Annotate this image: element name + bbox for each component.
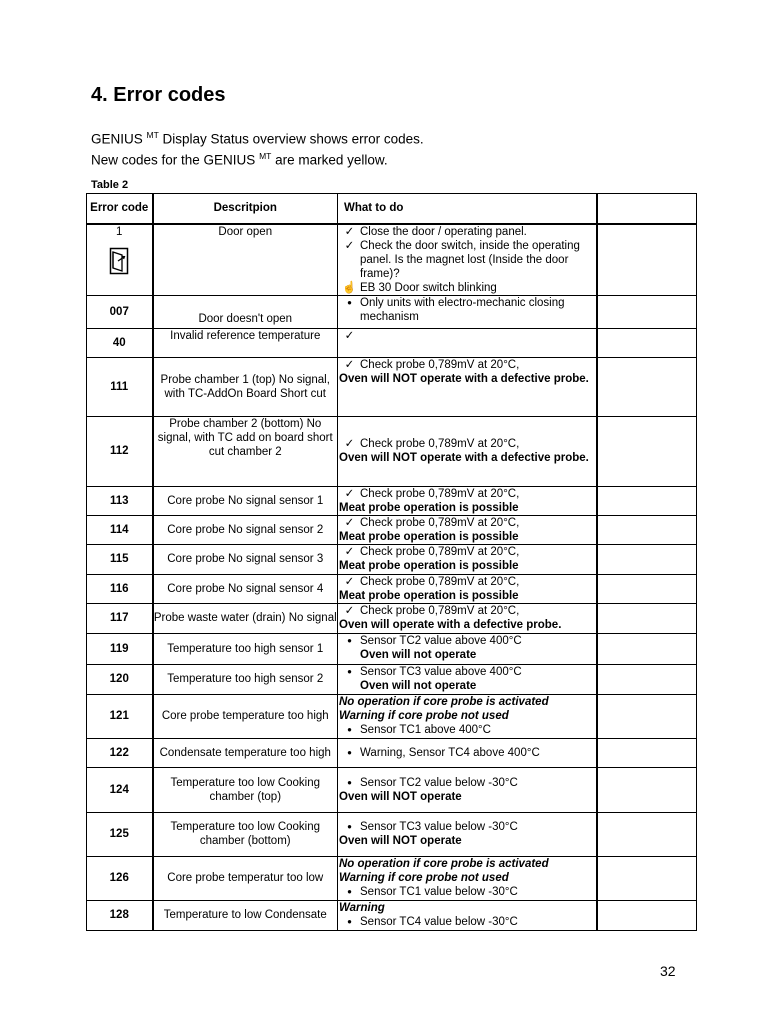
what-to-do-cell [338,224,597,296]
todo-line [339,575,596,589]
error-code-cell: 121 [87,694,153,738]
todo-line [339,885,596,899]
table-row [87,767,697,812]
todo-line [339,604,596,618]
todo-text: Oven will NOT operate [339,835,462,847]
error-code-cell: 125 [87,812,153,856]
table-row [87,812,697,856]
table-row [87,416,697,486]
error-code-cell: 117 [87,603,153,633]
todo-line [339,648,596,662]
todo-line [339,225,596,239]
todo-text: Meat probe operation is possible [339,530,519,543]
error-code-cell [87,224,153,296]
todo-text: Sensor TC4 value below -30°C [360,915,518,928]
header-blank [597,194,697,224]
what-to-do-cell [338,900,597,930]
description-cell: Condensate temperature too high [153,738,338,767]
what-to-do-cell [338,544,597,574]
intro-text-span: are marked yellow. [271,152,388,167]
table-row [87,738,697,767]
todo-line [339,820,596,834]
bullet-icon: ● [347,635,352,645]
todo-text: No operation if core probe is activated [339,696,549,708]
bullet-icon: ● [347,747,352,757]
todo-line [339,618,596,632]
blank-cell [597,900,697,930]
todo-line [339,358,596,372]
what-to-do-cell [338,416,597,486]
superscript: MT [146,130,159,140]
description-cell: Invalid reference temperature [153,328,338,357]
todo-text: Meat probe operation is possible [339,559,519,572]
todo-line [339,530,596,544]
superscript: MT [259,150,272,161]
table-row [87,633,697,664]
error-codes-table [86,193,697,931]
what-to-do-cell [338,767,597,812]
check-icon: ✓ [344,545,355,558]
description-cell: Door open [153,224,338,296]
blank-cell [597,486,697,515]
error-code-cell: 120 [87,664,153,694]
todo-text: Oven will NOT operate [339,790,462,803]
todo-line [339,665,596,679]
todo-text: Check probe 0,789mV at 20°C, [360,358,520,371]
bullet-icon: ● [347,822,352,831]
todo-text: Check probe 0,789mV at 20°C, [360,516,520,529]
todo-line [339,545,596,559]
blank-cell [597,812,697,856]
error-code-cell: 116 [87,574,153,603]
table-row [87,328,697,357]
check-icon: ✓ [344,575,355,588]
check-icon: ✓ [344,604,355,617]
todo-line [339,915,596,929]
blank-cell [597,416,697,486]
todo-line [339,501,596,515]
description-cell: Probe waste water (drain) No signal [153,603,338,633]
what-to-do-cell [338,694,597,738]
intro-line-2 [91,148,424,169]
intro-line-1 [91,127,424,148]
blank-cell [597,295,697,328]
todo-text: Close the door / operating panel. [360,225,527,238]
bullet-icon: ● [347,777,352,787]
error-code-cell: 124 [87,767,153,812]
table-row [87,224,697,296]
check-icon: ✓ [344,516,355,529]
description-cell: Core probe temperature too high [153,694,338,738]
what-to-do-cell [338,633,597,664]
bullet-icon: ● [347,297,352,307]
todo-line [339,437,596,451]
todo-text: Meat probe operation is possible [339,501,519,514]
todo-line [339,451,596,465]
section-heading: 4. Error codes [91,84,226,106]
table-row [87,544,697,574]
description-cell: Core probe No signal sensor 4 [153,574,338,603]
error-code-cell: 126 [87,856,153,900]
todo-line [339,281,596,295]
table-caption: Table 2 [91,179,129,191]
todo-text: Sensor TC2 value above 400°C [360,634,522,647]
what-to-do-cell [338,328,597,357]
intro-text-span: Display Status overview shows error codes. [158,131,424,147]
todo-text: Sensor TC3 value above 400°C [360,665,522,678]
blank-cell [597,574,697,603]
check-icon: ✓ [344,225,355,238]
bullet-icon: ● [347,725,352,734]
todo-text: Sensor TC1 value below -30°C [360,886,518,898]
todo-line [339,834,596,848]
todo-line [339,516,596,530]
todo-text: Oven will not operate [360,679,477,692]
description-cell: Core probe temperatur too low [153,856,338,900]
blank-cell [597,767,697,812]
error-code-cell: 115 [87,544,153,574]
todo-line [339,372,596,386]
todo-text: Check probe 0,789mV at 20°C, [360,438,520,450]
check-icon: ✓ [344,438,355,450]
what-to-do-cell [338,738,597,767]
description-cell: Core probe No signal sensor 1 [153,486,338,515]
header-description: Descritpion [153,194,338,224]
page-number: 32 [660,963,676,979]
todo-line [339,695,596,709]
bullet-icon: ● [347,887,352,896]
todo-line [339,589,596,603]
todo-line [339,239,596,281]
todo-text: Sensor TC2 value below -30°C [360,776,518,789]
error-code-cell: 007 [87,295,153,328]
what-to-do-cell [338,664,597,694]
blank-cell [597,664,697,694]
error-code-cell: 114 [87,515,153,544]
bullet-icon: ● [347,916,352,926]
todo-text: EB 30 Door switch blinking [360,281,497,294]
todo-line [339,871,596,885]
todo-text: Oven will NOT operate with a defective probe. [339,452,589,464]
todo-text: Warning [339,901,385,914]
todo-line [339,296,596,324]
todo-line [339,776,596,790]
table-header-row [87,194,697,224]
todo-text: Meat probe operation is possible [339,589,519,602]
blank-cell [597,603,697,633]
blank-cell [597,694,697,738]
check-icon: ✓ [344,358,355,371]
todo-line [339,857,596,871]
todo-text: Check probe 0,789mV at 20°C, [360,575,520,588]
table-row [87,486,697,515]
table-row [87,295,697,328]
todo-line [339,634,596,648]
what-to-do-cell [338,515,597,544]
todo-text: Check the door switch, inside the operating panel. Is the magnet lost (Inside the door frame)? [360,239,580,280]
blank-cell [597,328,697,357]
description-cell: Core probe No signal sensor 3 [153,544,338,574]
blank-cell [597,357,697,416]
blank-cell [597,224,697,296]
todo-line [339,709,596,723]
todo-text: Oven will operate with a defective probe. [339,618,562,631]
todo-text: Check probe 0,789mV at 20°C, [360,487,520,500]
todo-text: Sensor TC1 above 400°C [360,724,491,736]
table-row [87,574,697,603]
error-code-cell: 128 [87,900,153,930]
description-cell: Temperature to low Condensate [153,900,338,930]
error-code-cell: 122 [87,738,153,767]
description-cell: Probe chamber 2 (bottom) No signal, with TC add on board short cut chamber 2 [153,416,338,486]
description-cell: Temperature too low Cooking chamber (bottom) [153,812,338,856]
todo-line [339,329,596,343]
blank-cell [597,738,697,767]
todo-text: Check probe 0,789mV at 20°C, [360,545,520,558]
check-icon: ✓ [344,487,355,500]
error-code-cell: 112 [87,416,153,486]
error-code-cell: 40 [87,328,153,357]
description-cell: Probe chamber 1 (top) No signal, with TC-AddOn Board Short cut [153,357,338,416]
blank-cell [597,633,697,664]
check-icon: ✓ [344,329,355,342]
description-cell: Core probe No signal sensor 2 [153,515,338,544]
description-cell: Temperature too high sensor 1 [153,633,338,664]
todo-line [339,679,596,693]
bullet-icon: ● [347,666,352,676]
door-icon [109,247,129,275]
pointing-hand-icon: ☝ [342,281,357,294]
what-to-do-cell [338,856,597,900]
todo-line [339,790,596,804]
table-row [87,603,697,633]
what-to-do-cell [338,295,597,328]
header-error-code: Error code [87,194,153,224]
intro-text [91,127,424,168]
what-to-do-cell [338,812,597,856]
todo-text: Warning if core probe not used [339,872,509,884]
todo-line [339,559,596,573]
todo-text: Oven will not operate [360,648,477,661]
check-icon: ✓ [344,239,355,252]
todo-line [339,901,596,915]
todo-line [339,723,596,737]
error-code-cell: 113 [87,486,153,515]
blank-cell [597,856,697,900]
todo-text: Only units with electro-mechanic closing mechanism [360,296,565,323]
todo-text: Sensor TC3 value below -30°C [360,821,518,833]
description-cell: Temperature too low Cooking chamber (top) [153,767,338,812]
todo-text: Check probe 0,789mV at 20°C, [360,604,520,617]
what-to-do-cell [338,603,597,633]
todo-text: No operation if core probe is activated [339,858,549,870]
todo-line [339,746,596,760]
intro-text-span: New codes for the GENIUS [91,152,260,167]
error-code-cell: 119 [87,633,153,664]
header-what-to-do: What to do [338,194,597,224]
table-row [87,900,697,930]
what-to-do-cell [338,357,597,416]
description-cell: Door doesn't open [153,295,338,328]
todo-text: Warning if core probe not used [339,710,509,722]
error-code-value: 1 [116,225,123,238]
table-row [87,357,697,416]
todo-line [339,487,596,501]
todo-text: Oven will NOT operate with a defective probe. [339,372,589,385]
table-row [87,856,697,900]
what-to-do-cell [338,574,597,603]
intro-text-span: GENIUS [91,131,147,147]
blank-cell [597,544,697,574]
table-row [87,694,697,738]
table-row [87,515,697,544]
error-code-cell: 111 [87,357,153,416]
description-cell: Temperature too high sensor 2 [153,664,338,694]
todo-text: Warning, Sensor TC4 above 400°C [360,746,540,759]
table-row [87,664,697,694]
what-to-do-cell [338,486,597,515]
blank-cell [597,515,697,544]
